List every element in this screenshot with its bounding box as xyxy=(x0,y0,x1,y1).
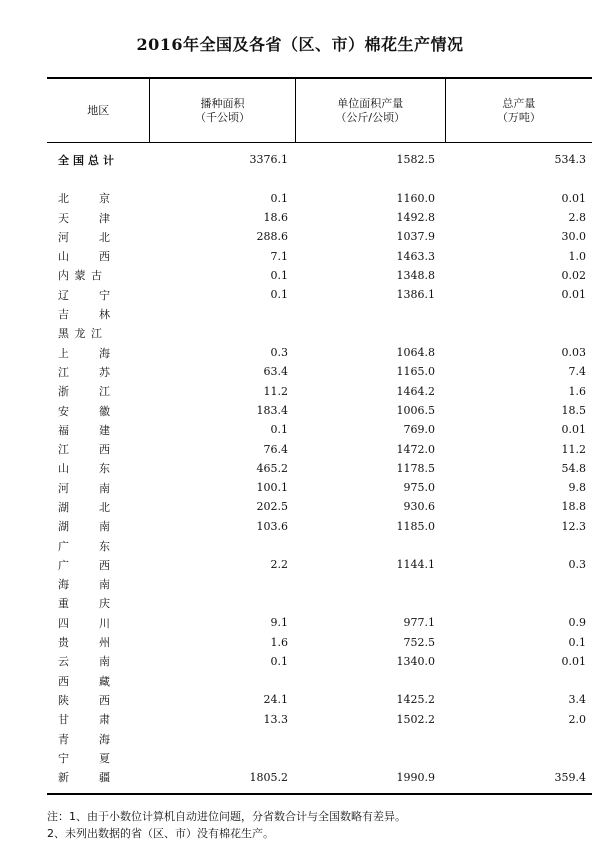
sown-area-value: 0.1 xyxy=(270,191,288,205)
output-value: 1.0 xyxy=(568,249,586,263)
yield-value: 1006.5 xyxy=(396,404,435,417)
output-value: 1.6 xyxy=(568,384,586,398)
sown-area-value: 183.4 xyxy=(256,404,288,417)
table-row xyxy=(47,343,592,362)
table-row xyxy=(47,401,592,420)
table-row xyxy=(47,382,592,401)
table-row xyxy=(47,324,592,343)
output-value: 2.0 xyxy=(568,712,586,726)
region-name: 浙江 xyxy=(58,385,110,399)
cotton-production-table xyxy=(47,77,592,795)
output-value xyxy=(445,575,592,594)
sown-area-value xyxy=(150,594,295,613)
output-value: 0.1 xyxy=(568,635,586,649)
output-value: 0.03 xyxy=(561,346,586,360)
sown-area-value: 76.4 xyxy=(263,442,288,456)
output-value: 0.01 xyxy=(561,423,586,437)
output-value xyxy=(445,729,592,748)
region-name: 北京 xyxy=(58,192,110,206)
table-row xyxy=(47,768,592,787)
region-name: 云南 xyxy=(58,655,110,669)
table-row xyxy=(47,671,592,690)
yield-value: 1178.5 xyxy=(396,461,435,475)
footnote-2: 2、未列出数据的省（区、市）没有棉花生产。 xyxy=(47,827,274,840)
output-value xyxy=(445,594,592,613)
yield-value: 1990.9 xyxy=(396,770,435,784)
sown-area-value: 0.1 xyxy=(270,423,288,437)
region-name: 西藏 xyxy=(58,674,110,688)
header-region: 地区 xyxy=(87,103,110,117)
table-row xyxy=(47,266,592,285)
region-name: 重庆 xyxy=(58,597,110,611)
region-name: 陕西 xyxy=(58,693,110,707)
table-row xyxy=(47,710,592,729)
sown-area-value: 18.6 xyxy=(263,211,288,225)
output-value: 3.4 xyxy=(568,693,586,707)
yield-value: 1492.8 xyxy=(396,211,435,225)
region-name: 湖南 xyxy=(58,520,110,534)
yield-value xyxy=(295,594,445,613)
region-name: 山西 xyxy=(58,250,110,264)
table-row xyxy=(47,594,592,613)
region-name: 海南 xyxy=(58,578,110,592)
table-row xyxy=(47,748,592,767)
sown-area-value: 13.3 xyxy=(263,712,288,726)
page-title: 2016年全国及各省（区、市）棉花生产情况 xyxy=(136,35,464,54)
sown-area-value: 9.1 xyxy=(270,616,288,630)
region-name: 广西 xyxy=(58,558,110,572)
region-name: 江西 xyxy=(58,443,110,457)
table-header xyxy=(47,79,592,143)
table-row xyxy=(47,690,592,709)
output-value: 18.8 xyxy=(561,500,586,514)
sown-area-value xyxy=(150,729,295,748)
yield-value: 1386.1 xyxy=(396,288,435,302)
output-value: 0.3 xyxy=(568,558,586,572)
output-value: 18.5 xyxy=(561,404,586,417)
yield-value xyxy=(295,729,445,748)
output-value: 0.01 xyxy=(561,288,586,302)
region-name: 河南 xyxy=(58,481,110,495)
table-row xyxy=(47,478,592,497)
table-body xyxy=(47,143,592,793)
table-row xyxy=(47,517,592,536)
yield-value: 1160.0 xyxy=(396,191,435,205)
region-name: 甘肃 xyxy=(58,713,110,727)
output-value: 30.0 xyxy=(561,230,586,244)
sown-area-value: 0.3 xyxy=(270,346,288,360)
output-value: 7.4 xyxy=(568,365,586,379)
yield-value xyxy=(295,536,445,555)
yield-value xyxy=(295,748,445,767)
output-value: 12.3 xyxy=(561,519,586,533)
output-value: 54.8 xyxy=(561,461,586,475)
table-row xyxy=(47,497,592,516)
region-name: 贵州 xyxy=(58,636,110,650)
output-value: 534.3 xyxy=(554,153,586,167)
sown-area-value: 202.5 xyxy=(256,500,288,514)
sown-area-value xyxy=(150,324,295,343)
yield-value: 1348.8 xyxy=(396,268,435,282)
region-name: 福建 xyxy=(58,423,110,437)
sown-area-value xyxy=(150,748,295,767)
sown-area-value: 100.1 xyxy=(256,481,288,495)
region-name: 内蒙古 xyxy=(58,269,102,283)
yield-value: 1425.2 xyxy=(396,693,435,707)
region-name: 宁夏 xyxy=(58,751,110,765)
table-row xyxy=(47,246,592,265)
region-name: 新疆 xyxy=(58,771,110,785)
sown-area-value: 0.1 xyxy=(270,288,288,302)
table-row xyxy=(47,227,592,246)
sown-area-value: 24.1 xyxy=(263,693,288,707)
region-name: 天津 xyxy=(58,211,110,225)
yield-value: 975.0 xyxy=(403,481,435,495)
yield-value: 1463.3 xyxy=(396,249,435,263)
output-value: 0.01 xyxy=(561,654,586,668)
sown-area-value: 63.4 xyxy=(263,365,288,379)
output-value: 0.01 xyxy=(561,191,586,205)
table-row xyxy=(47,555,592,574)
output-value xyxy=(445,324,592,343)
table-row xyxy=(47,459,592,478)
yield-value: 1144.1 xyxy=(396,558,435,572)
sown-area-value: 103.6 xyxy=(256,519,288,533)
table-row xyxy=(47,729,592,748)
sown-area-value xyxy=(150,575,295,594)
region-name: 青海 xyxy=(58,732,110,746)
yield-value xyxy=(295,671,445,690)
output-value xyxy=(445,304,592,323)
table-row xyxy=(47,575,592,594)
table-row xyxy=(47,439,592,458)
sown-area-value: 1.6 xyxy=(270,635,288,649)
output-value: 2.8 xyxy=(568,211,586,225)
footnotes xyxy=(47,808,406,842)
table-row xyxy=(47,632,592,651)
region-name: 全国总计 xyxy=(58,153,114,167)
region-name: 四川 xyxy=(58,616,110,630)
spacer-row xyxy=(47,169,592,188)
yield-value: 752.5 xyxy=(403,635,435,649)
yield-value: 1165.0 xyxy=(396,365,435,379)
table-row xyxy=(47,304,592,323)
sown-area-value: 2.2 xyxy=(270,558,288,572)
output-value: 0.02 xyxy=(561,268,586,282)
table-row xyxy=(47,613,592,632)
region-name: 河北 xyxy=(58,230,110,244)
sown-area-value: 288.6 xyxy=(256,230,288,244)
yield-value: 977.1 xyxy=(403,616,435,630)
region-name: 上海 xyxy=(58,346,110,360)
sown-area-value: 0.1 xyxy=(270,654,288,668)
region-name: 广东 xyxy=(58,539,110,553)
table-row xyxy=(47,208,592,227)
sown-area-value: 465.2 xyxy=(256,461,288,475)
table-row xyxy=(47,652,592,671)
output-value: 0.9 xyxy=(568,616,586,630)
yield-value: 1502.2 xyxy=(396,712,435,726)
table-row xyxy=(47,285,592,304)
region-name: 湖北 xyxy=(58,500,110,514)
output-value: 11.2 xyxy=(561,442,586,456)
table-row-total xyxy=(47,150,592,169)
table-row xyxy=(47,362,592,381)
sown-area-value: 7.1 xyxy=(270,249,288,263)
region-name: 吉林 xyxy=(58,308,110,322)
sown-area-value xyxy=(150,671,295,690)
sown-area-value: 0.1 xyxy=(270,268,288,282)
yield-value: 1464.2 xyxy=(396,384,435,398)
yield-value: 1340.0 xyxy=(396,654,435,668)
yield-value xyxy=(295,304,445,323)
yield-value: 1064.8 xyxy=(396,346,435,360)
yield-value xyxy=(295,324,445,343)
sown-area-value: 11.2 xyxy=(263,384,288,398)
yield-value xyxy=(295,575,445,594)
region-name: 山东 xyxy=(58,462,110,476)
region-name: 安徽 xyxy=(58,404,110,418)
sown-area-value xyxy=(150,536,295,555)
yield-value: 1582.5 xyxy=(396,153,435,167)
yield-value: 1037.9 xyxy=(396,230,435,244)
sown-area-value: 1805.2 xyxy=(249,770,288,784)
yield-value: 1472.0 xyxy=(396,442,435,456)
yield-value: 930.6 xyxy=(403,500,435,514)
table-row xyxy=(47,536,592,555)
header-total-output: 总产量 （万吨） xyxy=(445,79,592,142)
yield-value: 1185.0 xyxy=(396,519,435,533)
yield-value: 769.0 xyxy=(403,423,435,437)
header-yield-per-area: 单位面积产量 （公斤/公顷） xyxy=(295,79,445,142)
footnote-1: 注：1、由于小数位计算机自动进位问题，分省数合计与全国数略有差异。 xyxy=(47,810,406,823)
sown-area-value: 3376.1 xyxy=(249,153,288,167)
table-row xyxy=(47,189,592,208)
region-name: 黑龙江 xyxy=(58,327,102,341)
output-value: 359.4 xyxy=(554,770,586,784)
header-sown-area: 播种面积 （千公顷） xyxy=(149,79,294,142)
output-value xyxy=(445,536,592,555)
region-name: 辽宁 xyxy=(58,288,110,302)
output-value: 9.8 xyxy=(568,481,586,495)
sown-area-value xyxy=(150,304,295,323)
output-value xyxy=(445,748,592,767)
table-row xyxy=(47,420,592,439)
region-name: 江苏 xyxy=(58,365,110,379)
output-value xyxy=(445,671,592,690)
